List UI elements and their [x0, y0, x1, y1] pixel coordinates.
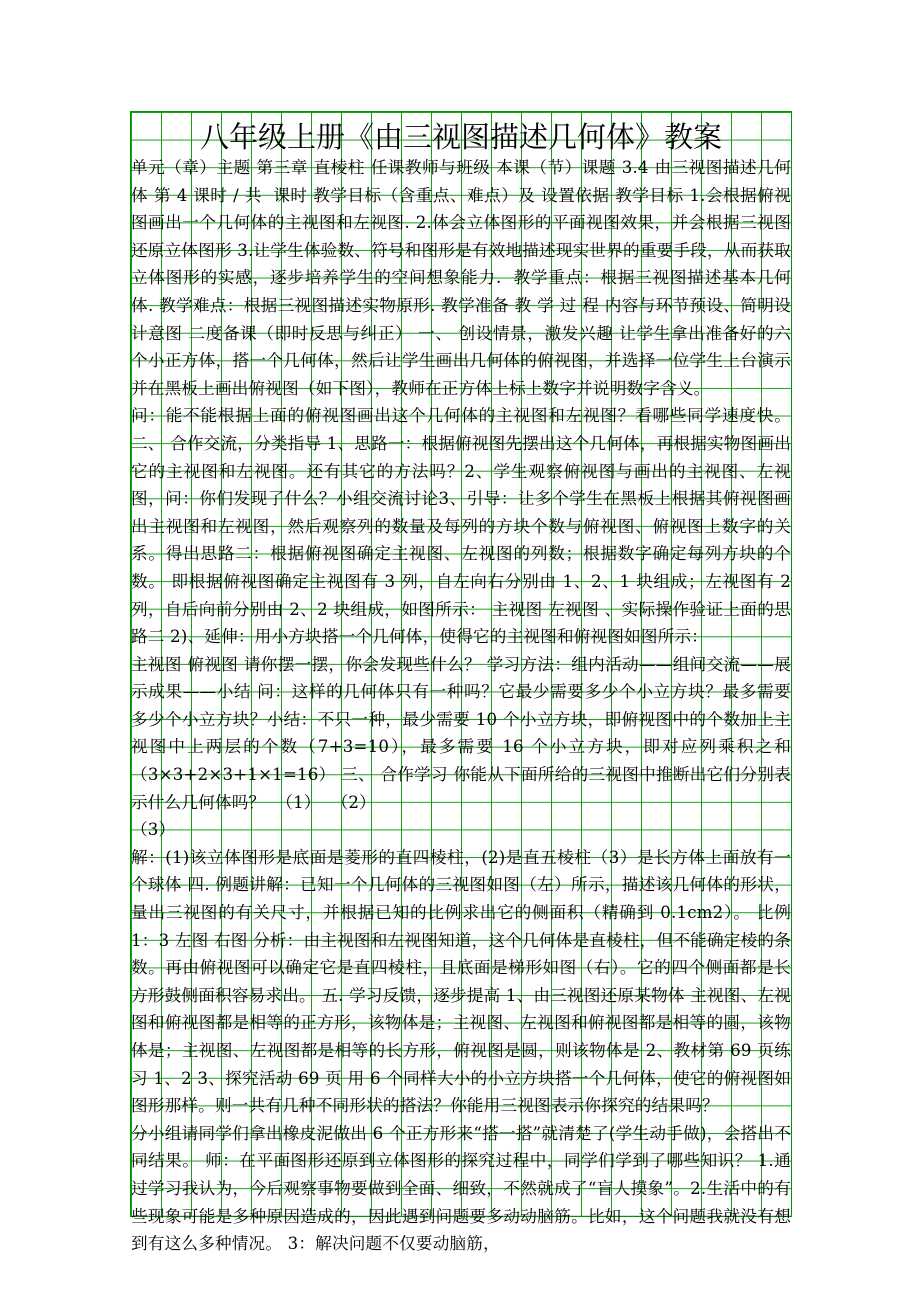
- document-title: 八年级上册《由三视图描述几何体》教案: [199, 120, 722, 154]
- document-body: [131, 154, 797, 1258]
- paragraph: 解：(1)该立体图形是底面是菱形的直四棱柱，(2)是直五棱柱（3）是长方体上面放有一个球体 四. 例题讲解：已知一个几何体的三视图如图（左）所示，描述该几何体的形状，量出三视图的有关尺寸，并根据已知的比例求出它的侧面积（精确到 0.1cm2）。 比例 1：3 左图 右图 分析：由主视图和左视图知道，这个几何体是直棱柱，但不能确定棱的条数。再由俯视图可以确定它是直四棱柱，且底面是梯形如图（右）。它的四个侧面都是长方形鼓侧面积容易求出。 五. 学习反馈，逐步提高 1、由三视图还原某物体 主视图、左视图和俯视图都是相等的正方形，该物体是；主视图、左视图和俯视图都是相等的圆，该物体是；主视图、左视图都是相等的长方形，俯视图是圆，则该物体是 2、教材第 69 页练习 1、2 3、探究活动 69 页 用 6 个同样大小的小立方块搭一个几何体，使它的俯视图如图形那样。则一共有几种不同形状的搭法？你能用三视图表示你探究的结果吗？: [131, 847, 797, 1116]
- paragraph: （3）: [131, 820, 176, 840]
- document-page: [130, 111, 797, 1254]
- paragraph: 分小组请同学们拿出橡皮泥做出 6 个正方形来“搭一搭”就清楚了(学生动手做)，会搭出不同结果。 师：在平面图形还原到立体图形的探究过程中，同学们学到了哪些知识？ 1.通过学习我认为，今后观察事物要做到全面、细致，不然就成了“盲人摸象”。2.生活中的有些现象可能是多种原因造成的，因此遇到问题要多动动脑筋。比如，这个问题我就没有想到有这么多种情况。 3：解决问题不仅要动脑筋，: [131, 1123, 791, 1254]
- paragraph: 问：能不能根据上面的俯视图画出这个几何体的主视图和左视图？看哪些同学速度快。 二、 合作交流，分类指导 1、思路一：根据俯视图先摆出这个几何体，再根据实物图画出它的主视图和左视图。还有其它的方法吗？2、学生观察俯视图与画出的主视图、左视图，问：你们发现了什么？小组交流讨论3、引导：让多个学生在黑板上根据其俯视图画出主视图和左视图，然后观察列的数量及每列的方块个数与俯视图、俯视图上数字的关系。得出思路二：根据俯视图确定主视图、左视图的列数；根据数字确定每列方块的个数。 即根据俯视图确定主视图有 3 列，自左向右分别由 1、2、1 块组成；左视图有 2 列，自后向前分别由 2、2 块组成，如图所示： 主视图 左视图 、实际操作验证上面的思路二 2)、延伸：用小方块搭一个几何体，使得它的主视图和俯视图如图所示：: [131, 406, 797, 647]
- paragraph: 主视图 俯视图 请你摆一摆，你会发现些什么？ 学习方法：组内活动——组间交流——展示成果——小结 问：这样的几何体只有一种吗？它最少需要多少个小立方块？最多需要多少个小立方块？小结：不只一种，最少需要 10 个小立方块，即俯视图中的个数加上主视图中上两层的个数（7+3=10），最多需要 16 个小立方块，即对应列乘积之和（3×3+2×3+1×1=16） 三、 合作学习 你能从下面所给的三视图中推断出它们分别表示什么几何体吗？ （1） （2）: [131, 654, 791, 812]
- paragraph: 单元（章）主题 第三章 直棱柱 任课教师与班级 本课（节）课题 3.4 由三视图描述几何体 第 4 课时 / 共 课时 教学目标（含重点、难点）及 设置依据 教学目标 1.会根据俯视图画出一个几何体的主视图和左视图. 2.体会立体图形的平面视图效果，并会根据三视图还原立体图形 3.让学生体验数、符号和图形是有效地描述现实世界的重要手段，从而获取立体图形的实感，逐步培养学生的空间想象能力. 教学重点：根据三视图描述基本几何体. 教学难点：根据三视图描述实物原形. 教学准备 教 学 过 程 内容与环节预设、简明设计意图 二度备课（即时反思与纠正） 一、 创设情景，激发兴趣 让学生拿出准备好的六个小正方体，搭一个几何体，然后让学生画出几何体的俯视图，并选择一位学生上台演示并在黑板上画出俯视图（如下图），教师在正方体上标上数字并说明数字含义。: [131, 158, 791, 398]
